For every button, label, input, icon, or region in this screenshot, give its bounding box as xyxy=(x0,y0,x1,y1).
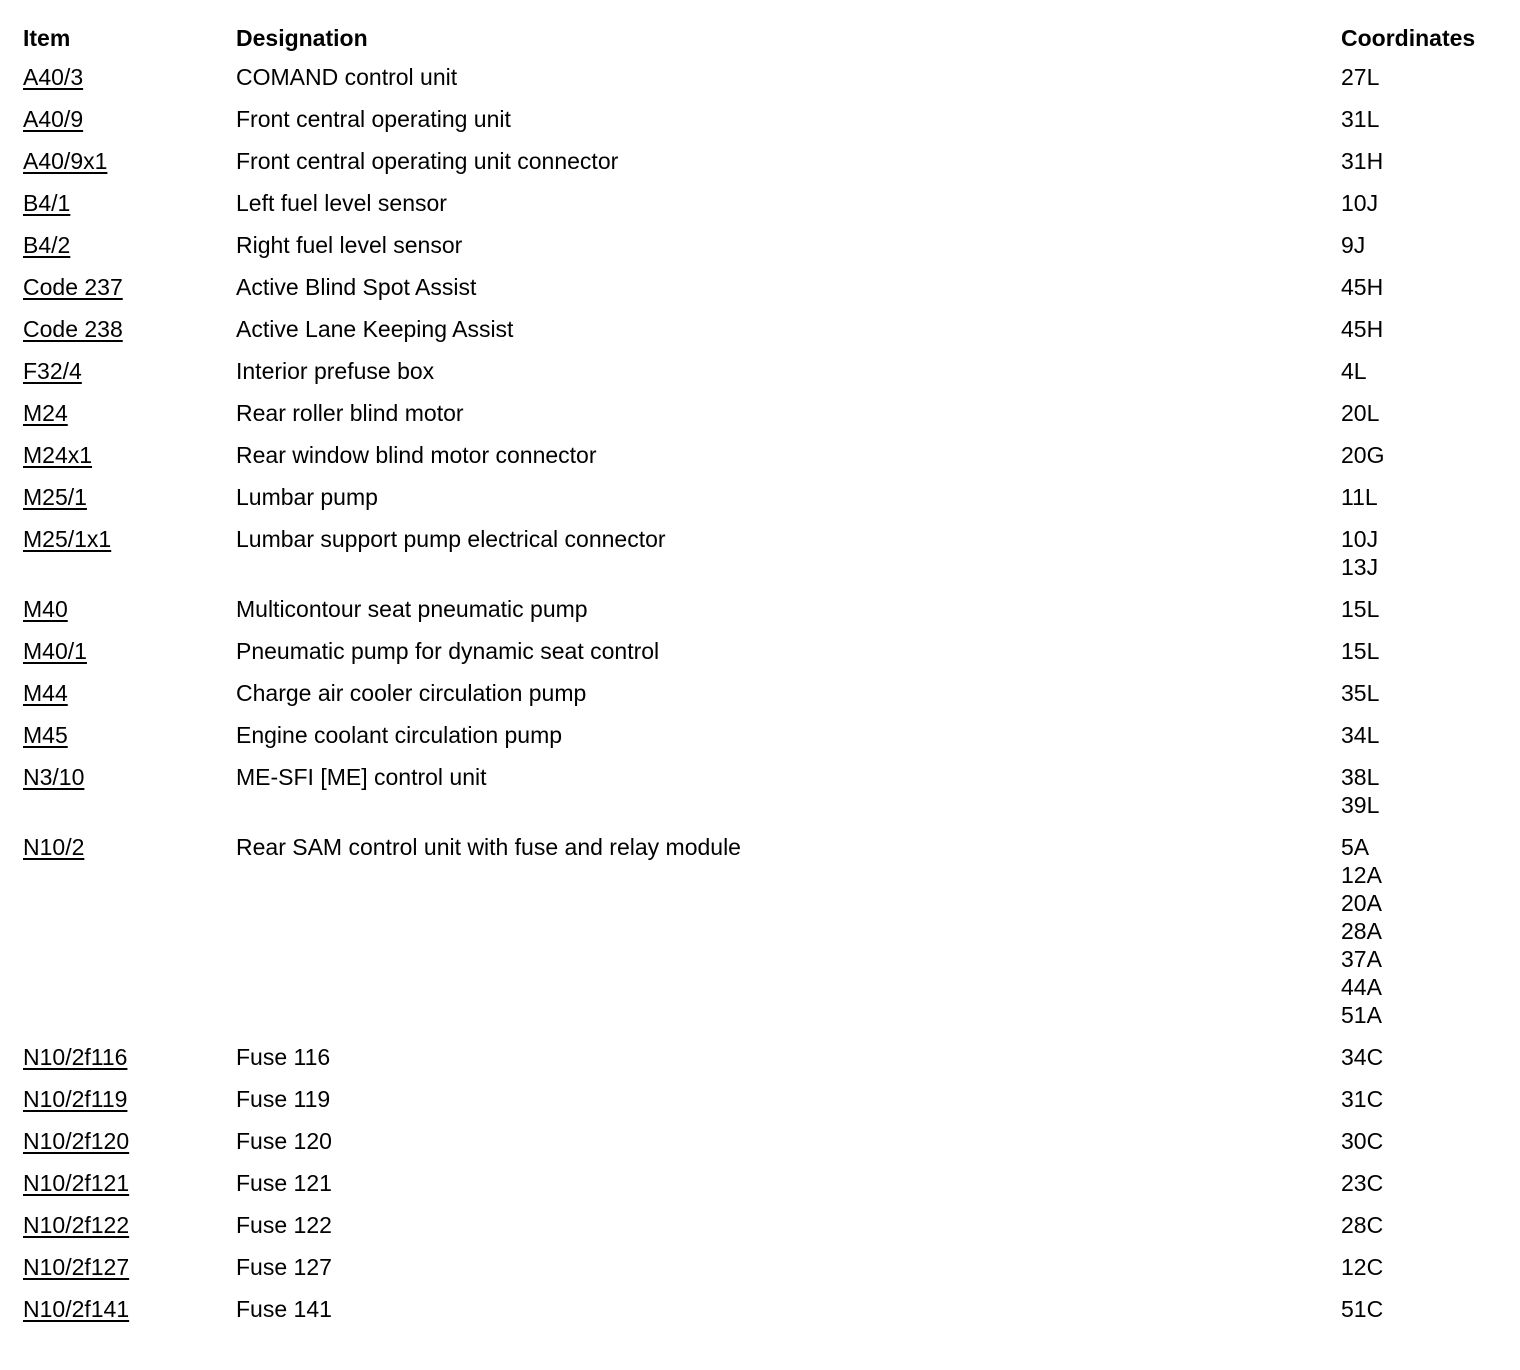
item-cell xyxy=(23,630,236,672)
item-link[interactable]: N10/2f121 xyxy=(23,1170,130,1196)
coordinates-cell xyxy=(1341,1078,1511,1120)
coordinate-value: 15L xyxy=(1341,638,1380,664)
designation-cell: Rear SAM control unit with fuse and relay module xyxy=(236,834,741,860)
designation-cell: Rear window blind motor connector xyxy=(236,442,597,468)
item-link[interactable]: A40/9 xyxy=(23,106,84,132)
designation-cell: Front central operating unit xyxy=(236,106,511,132)
table-row xyxy=(23,350,1511,392)
designation-cell: Fuse 122 xyxy=(236,1212,332,1238)
table-row xyxy=(23,308,1511,350)
coordinates-cell xyxy=(1341,1120,1511,1162)
coordinates-column-header: Coordinates xyxy=(1341,25,1476,51)
table-row xyxy=(23,224,1511,266)
coordinates-cell xyxy=(1341,1246,1511,1288)
table-row xyxy=(23,1288,1511,1330)
item-link[interactable]: Code 238 xyxy=(23,316,123,342)
item-link[interactable]: B4/2 xyxy=(23,232,71,258)
designation-cell: Left fuel level sensor xyxy=(236,190,447,216)
table-row xyxy=(23,266,1511,308)
item-cell xyxy=(23,434,236,476)
coordinates-cell xyxy=(1341,1288,1511,1330)
coordinate-value: 38L xyxy=(1341,764,1380,790)
item-link[interactable]: N10/2f127 xyxy=(23,1254,130,1280)
item-link[interactable]: Code 237 xyxy=(23,274,123,300)
item-cell xyxy=(23,182,236,224)
coordinate-value: 20G xyxy=(1341,442,1385,468)
table-row xyxy=(23,140,1511,182)
coordinate-value: 51C xyxy=(1341,1296,1384,1322)
item-link[interactable]: M40 xyxy=(23,596,68,622)
coordinate-value: 37A xyxy=(1341,946,1382,972)
item-cell xyxy=(23,672,236,714)
table-row xyxy=(23,672,1511,714)
item-link[interactable]: A40/9x1 xyxy=(23,148,108,174)
coordinate-value: 34L xyxy=(1341,722,1380,748)
table-row xyxy=(23,56,1511,98)
coordinates-cell xyxy=(1341,266,1511,308)
designation-cell: ME-SFI [ME] control unit xyxy=(236,764,487,790)
coordinates-cell xyxy=(1341,756,1511,826)
coordinates-cell xyxy=(1341,308,1511,350)
item-cell xyxy=(23,140,236,182)
header-row xyxy=(23,20,1511,56)
coordinate-value: 12A xyxy=(1341,862,1382,888)
table-row xyxy=(23,392,1511,434)
designation-cell: Lumbar support pump electrical connector xyxy=(236,526,666,552)
coordinates-cell xyxy=(1341,182,1511,224)
table-row xyxy=(23,182,1511,224)
coordinate-value: 44A xyxy=(1341,974,1382,1000)
item-link[interactable]: M25/1 xyxy=(23,484,87,510)
designation-cell: Active Lane Keeping Assist xyxy=(236,316,514,342)
coordinates-cell xyxy=(1341,350,1511,392)
coordinates-cell xyxy=(1341,630,1511,672)
coordinate-value: 51A xyxy=(1341,1002,1382,1028)
legend-rows xyxy=(23,56,1511,1330)
coordinates-cell xyxy=(1341,1204,1511,1246)
coordinate-value: 34C xyxy=(1341,1044,1384,1070)
table-row xyxy=(23,756,1511,826)
table-row xyxy=(23,1036,1511,1078)
coordinate-value: 28A xyxy=(1341,918,1382,944)
coordinates-cell xyxy=(1341,56,1511,98)
coordinates-cell xyxy=(1341,672,1511,714)
coordinate-value: 39L xyxy=(1341,792,1380,818)
designation-cell: Pneumatic pump for dynamic seat control xyxy=(236,638,660,664)
coordinate-value: 12C xyxy=(1341,1254,1384,1280)
item-cell xyxy=(23,266,236,308)
item-cell xyxy=(23,518,236,588)
item-cell xyxy=(23,308,236,350)
coordinates-cell xyxy=(1341,434,1511,476)
coordinates-cell xyxy=(1341,714,1511,756)
coordinate-value: 45H xyxy=(1341,316,1384,342)
coordinate-value: 20L xyxy=(1341,400,1380,426)
table-row xyxy=(23,588,1511,630)
designation-column-header: Designation xyxy=(236,25,368,51)
item-cell xyxy=(23,714,236,756)
coordinate-value: 10J xyxy=(1341,526,1379,552)
table-row xyxy=(23,476,1511,518)
item-link[interactable]: N10/2f120 xyxy=(23,1128,130,1154)
coordinates-cell xyxy=(1341,98,1511,140)
item-cell xyxy=(23,1078,236,1120)
designation-cell: Fuse 127 xyxy=(236,1254,332,1280)
item-link[interactable]: N10/2f116 xyxy=(23,1044,128,1070)
item-link[interactable]: M24 xyxy=(23,400,68,426)
coordinate-value: 31L xyxy=(1341,106,1380,132)
item-cell xyxy=(23,1036,236,1078)
item-link[interactable]: A40/3 xyxy=(23,64,84,90)
table-row xyxy=(23,98,1511,140)
designation-cell: COMAND control unit xyxy=(236,64,458,90)
table-row xyxy=(23,1204,1511,1246)
coordinate-value: 30C xyxy=(1341,1128,1384,1154)
designation-cell: Active Blind Spot Assist xyxy=(236,274,477,300)
designation-cell: Front central operating unit connector xyxy=(236,148,619,174)
coordinate-value: 9J xyxy=(1341,232,1366,258)
designation-cell: Rear roller blind motor xyxy=(236,400,464,426)
table-row xyxy=(23,518,1511,588)
item-link[interactable]: N10/2f141 xyxy=(23,1296,130,1322)
item-link[interactable]: M25/1x1 xyxy=(23,526,112,552)
coordinates-cell xyxy=(1341,1036,1511,1078)
table-row xyxy=(23,1162,1511,1204)
item-cell xyxy=(23,224,236,266)
table-row xyxy=(23,1120,1511,1162)
coordinate-value: 20A xyxy=(1341,890,1382,916)
item-link[interactable]: M40/1 xyxy=(23,638,87,664)
item-cell xyxy=(23,1246,236,1288)
designation-cell: Engine coolant circulation pump xyxy=(236,722,563,748)
coordinate-value: 13J xyxy=(1341,554,1379,580)
coordinates-cell xyxy=(1341,140,1511,182)
designation-cell: Lumbar pump xyxy=(236,484,378,510)
item-link[interactable]: N10/2 xyxy=(23,834,85,860)
coordinate-value: 28C xyxy=(1341,1212,1384,1238)
item-cell xyxy=(23,350,236,392)
coordinates-cell xyxy=(1341,826,1511,1036)
item-cell xyxy=(23,1120,236,1162)
item-cell xyxy=(23,392,236,434)
coordinates-cell xyxy=(1341,224,1511,266)
item-link[interactable]: N10/2f119 xyxy=(23,1086,128,1112)
item-column-header: Item xyxy=(23,25,71,51)
table-row xyxy=(23,714,1511,756)
item-cell xyxy=(23,1162,236,1204)
coordinate-value: 27L xyxy=(1341,64,1380,90)
item-cell xyxy=(23,826,236,1036)
item-link[interactable]: M24x1 xyxy=(23,442,93,468)
item-cell xyxy=(23,1204,236,1246)
coordinates-cell xyxy=(1341,392,1511,434)
coordinate-value: 31C xyxy=(1341,1086,1384,1112)
item-cell xyxy=(23,56,236,98)
coordinate-value: 15L xyxy=(1341,596,1380,622)
item-cell xyxy=(23,476,236,518)
table-row xyxy=(23,826,1511,1036)
item-cell xyxy=(23,588,236,630)
item-cell xyxy=(23,1288,236,1330)
coordinates-cell xyxy=(1341,588,1511,630)
table-row xyxy=(23,434,1511,476)
coordinate-value: 31H xyxy=(1341,148,1384,174)
designation-cell: Right fuel level sensor xyxy=(236,232,463,258)
coordinate-value: 45H xyxy=(1341,274,1384,300)
item-link[interactable]: B4/1 xyxy=(23,190,71,216)
item-link[interactable]: M45 xyxy=(23,722,68,748)
table-row xyxy=(23,1078,1511,1120)
designation-cell: Fuse 120 xyxy=(236,1128,332,1154)
table-row xyxy=(23,630,1511,672)
coordinates-cell xyxy=(1341,1162,1511,1204)
designation-cell: Fuse 121 xyxy=(236,1170,332,1196)
item-cell xyxy=(23,756,236,826)
component-legend-table xyxy=(23,20,1511,1330)
item-cell xyxy=(23,98,236,140)
designation-cell: Charge air cooler circulation pump xyxy=(236,680,587,706)
item-link[interactable]: N10/2f122 xyxy=(23,1212,130,1238)
coordinate-value: 23C xyxy=(1341,1170,1384,1196)
item-link[interactable]: M44 xyxy=(23,680,68,706)
coordinates-cell xyxy=(1341,476,1511,518)
table-row xyxy=(23,1246,1511,1288)
coordinate-value: 4L xyxy=(1341,358,1367,384)
coordinate-value: 11L xyxy=(1341,484,1378,510)
item-link[interactable]: N3/10 xyxy=(23,764,85,790)
designation-cell: Fuse 141 xyxy=(236,1296,332,1322)
designation-cell: Fuse 116 xyxy=(236,1044,331,1070)
coordinate-value: 5A xyxy=(1341,834,1370,860)
coordinate-value: 35L xyxy=(1341,680,1380,706)
designation-cell: Fuse 119 xyxy=(236,1086,331,1112)
coordinates-cell xyxy=(1341,518,1511,588)
designation-cell: Multicontour seat pneumatic pump xyxy=(236,596,588,622)
item-link[interactable]: F32/4 xyxy=(23,358,82,384)
coordinate-value: 10J xyxy=(1341,190,1379,216)
designation-cell: Interior prefuse box xyxy=(236,358,435,384)
